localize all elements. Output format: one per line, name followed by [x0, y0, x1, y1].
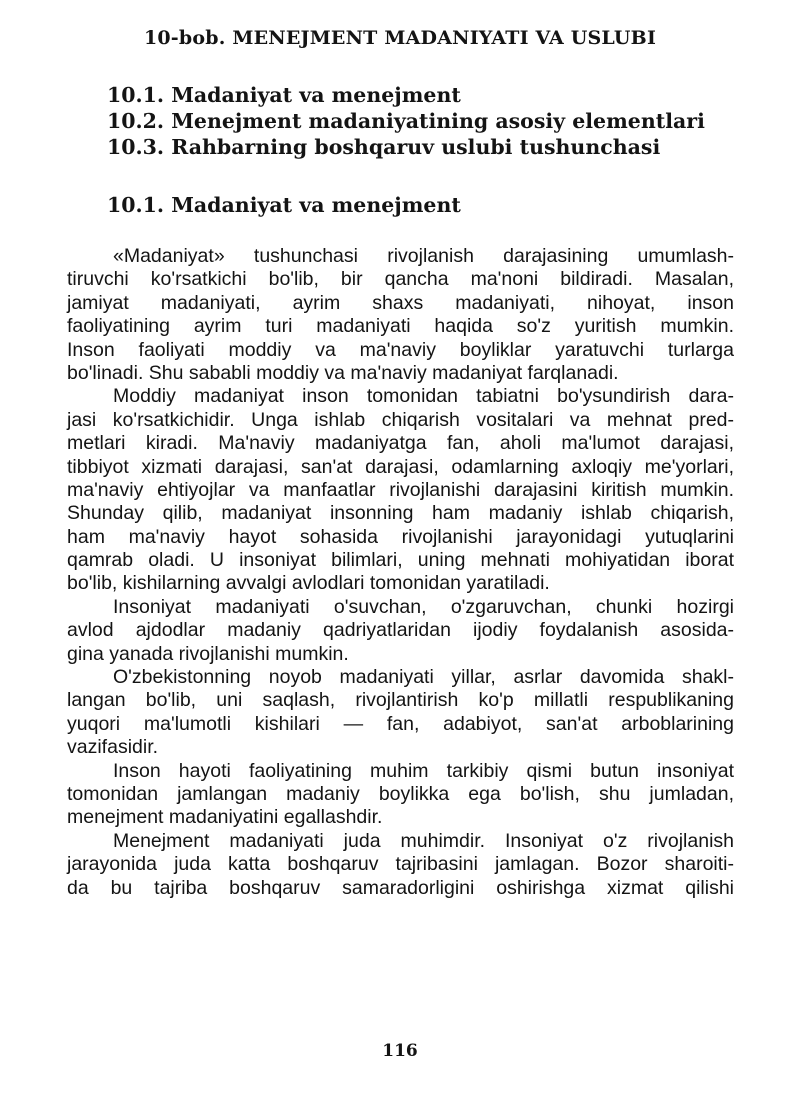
paragraph: [67, 760, 734, 830]
section-list-item: 10.2. Menejment madaniyatining asosiy elementlari: [107, 109, 705, 133]
text-line: yuqori ma'lumotli kishilari — fan, adabiyot, san'at arboblarining: [67, 712, 734, 735]
paragraph: [67, 385, 734, 596]
paragraph: [67, 666, 734, 760]
text-line: qamrab oladi. U insoniyat bilimlari, uning mehnati mohiyatidan iborat: [67, 549, 734, 572]
text-line: Moddiy madaniyat inson tomonidan tabiatni bo'ysundirish dara-: [113, 385, 734, 408]
text-line: ma'naviy ehtiyojlar va manfaatlar rivojlanishi darajasini kiritish mumkin.: [67, 478, 734, 501]
text-line: avlod ajdodlar madaniy qadriyatlaridan ijodiy foydalanish asosida-: [67, 619, 734, 642]
body-text: [67, 245, 734, 900]
text-line: jamiyat madaniyati, ayrim shaxs madaniyati, nihoyat, inson: [67, 291, 734, 314]
text-line: faoliyatining ayrim turi madaniyati haqida so'z yuritish mumkin.: [67, 315, 734, 338]
text-line: metlari kiradi. Ma'naviy madaniyatga fan, aholi ma'lumot darajasi,: [67, 432, 734, 455]
text-line: Inson faoliyati moddiy va ma'naviy boyliklar yaratuvchi turlarga: [67, 338, 734, 361]
section-list-item: 10.3. Rahbarning boshqaruv uslubi tushunchasi: [107, 135, 661, 159]
section-list-item: 10.1. Madaniyat va menejment: [107, 83, 461, 107]
paragraph: [67, 830, 734, 900]
text-line: tomonidan jamlangan madaniy boylikka ega bo'lish, shu jumladan,: [67, 782, 734, 805]
section-heading: 10.1. Madaniyat va menejment: [107, 193, 461, 217]
paragraph: [67, 245, 734, 385]
text-line: Inson hayoti faoliyatining muhim tarkibiy qismi butun insoniyat: [113, 759, 734, 782]
text-line: menejment madaniyatini egallashdir.: [67, 806, 383, 829]
text-line: bo'linadi. Shu sababli moddiy va ma'naviy madaniyat farqlanadi.: [67, 361, 619, 384]
text-line: jarayonida juda katta boshqaruv tajribasini jamlagan. Bozor sharoiti-: [67, 853, 734, 876]
text-line: bo'lib, kishilarning avvalgi avlodlari tomonidan yaratiladi.: [67, 572, 550, 595]
text-line: ham ma'naviy hayot sohasida rivojlanishi jarayonidagi yutuqlarini: [67, 525, 734, 548]
text-line: «Madaniyat» tushunchasi rivojlanish darajasining umumlash-: [113, 245, 734, 267]
text-line: da bu tajriba boshqaruv samaradorligini oshirishga xizmat qilishi: [67, 876, 734, 899]
chapter-title: 10-bob. MENEJMENT MADANIYATI VA USLUBI: [143, 27, 657, 49]
text-line: tiruvchi ko'rsatkichi bo'lib, bir qancha ma'noni bildiradi. Masalan,: [67, 268, 734, 291]
text-line: Shunday qilib, madaniyat insonning ham madaniy ishlab chiqarish,: [67, 502, 734, 525]
section-list: [107, 82, 705, 160]
text-line: jasi ko'rsatkichidir. Unga ishlab chiqarish vositalari va mehnat pred-: [67, 408, 734, 431]
text-line: tibbiyot xizmati darajasi, san'at darajasi, odamlarning axloqiy me'yorlari,: [67, 455, 734, 478]
text-line: Menejment madaniyati juda muhimdir. Insoniyat o'z rivojlanish: [113, 829, 734, 852]
text-line: Insoniyat madaniyati o'suvchan, o'zgaruvchan, chunki hozirgi: [113, 595, 734, 618]
text-line: langan bo'lib, uni saqlash, rivojlantirish ko'p millatli respublikaning: [67, 689, 734, 712]
text-line: vazifasidir.: [67, 736, 159, 759]
text-line: O'zbekistonning noyob madaniyati yillar, asrlar davomida shakl-: [113, 666, 734, 689]
page-number: 116: [382, 1041, 418, 1061]
text-line: gina yanada rivojlanishi mumkin.: [67, 642, 349, 665]
paragraph: [67, 596, 734, 666]
